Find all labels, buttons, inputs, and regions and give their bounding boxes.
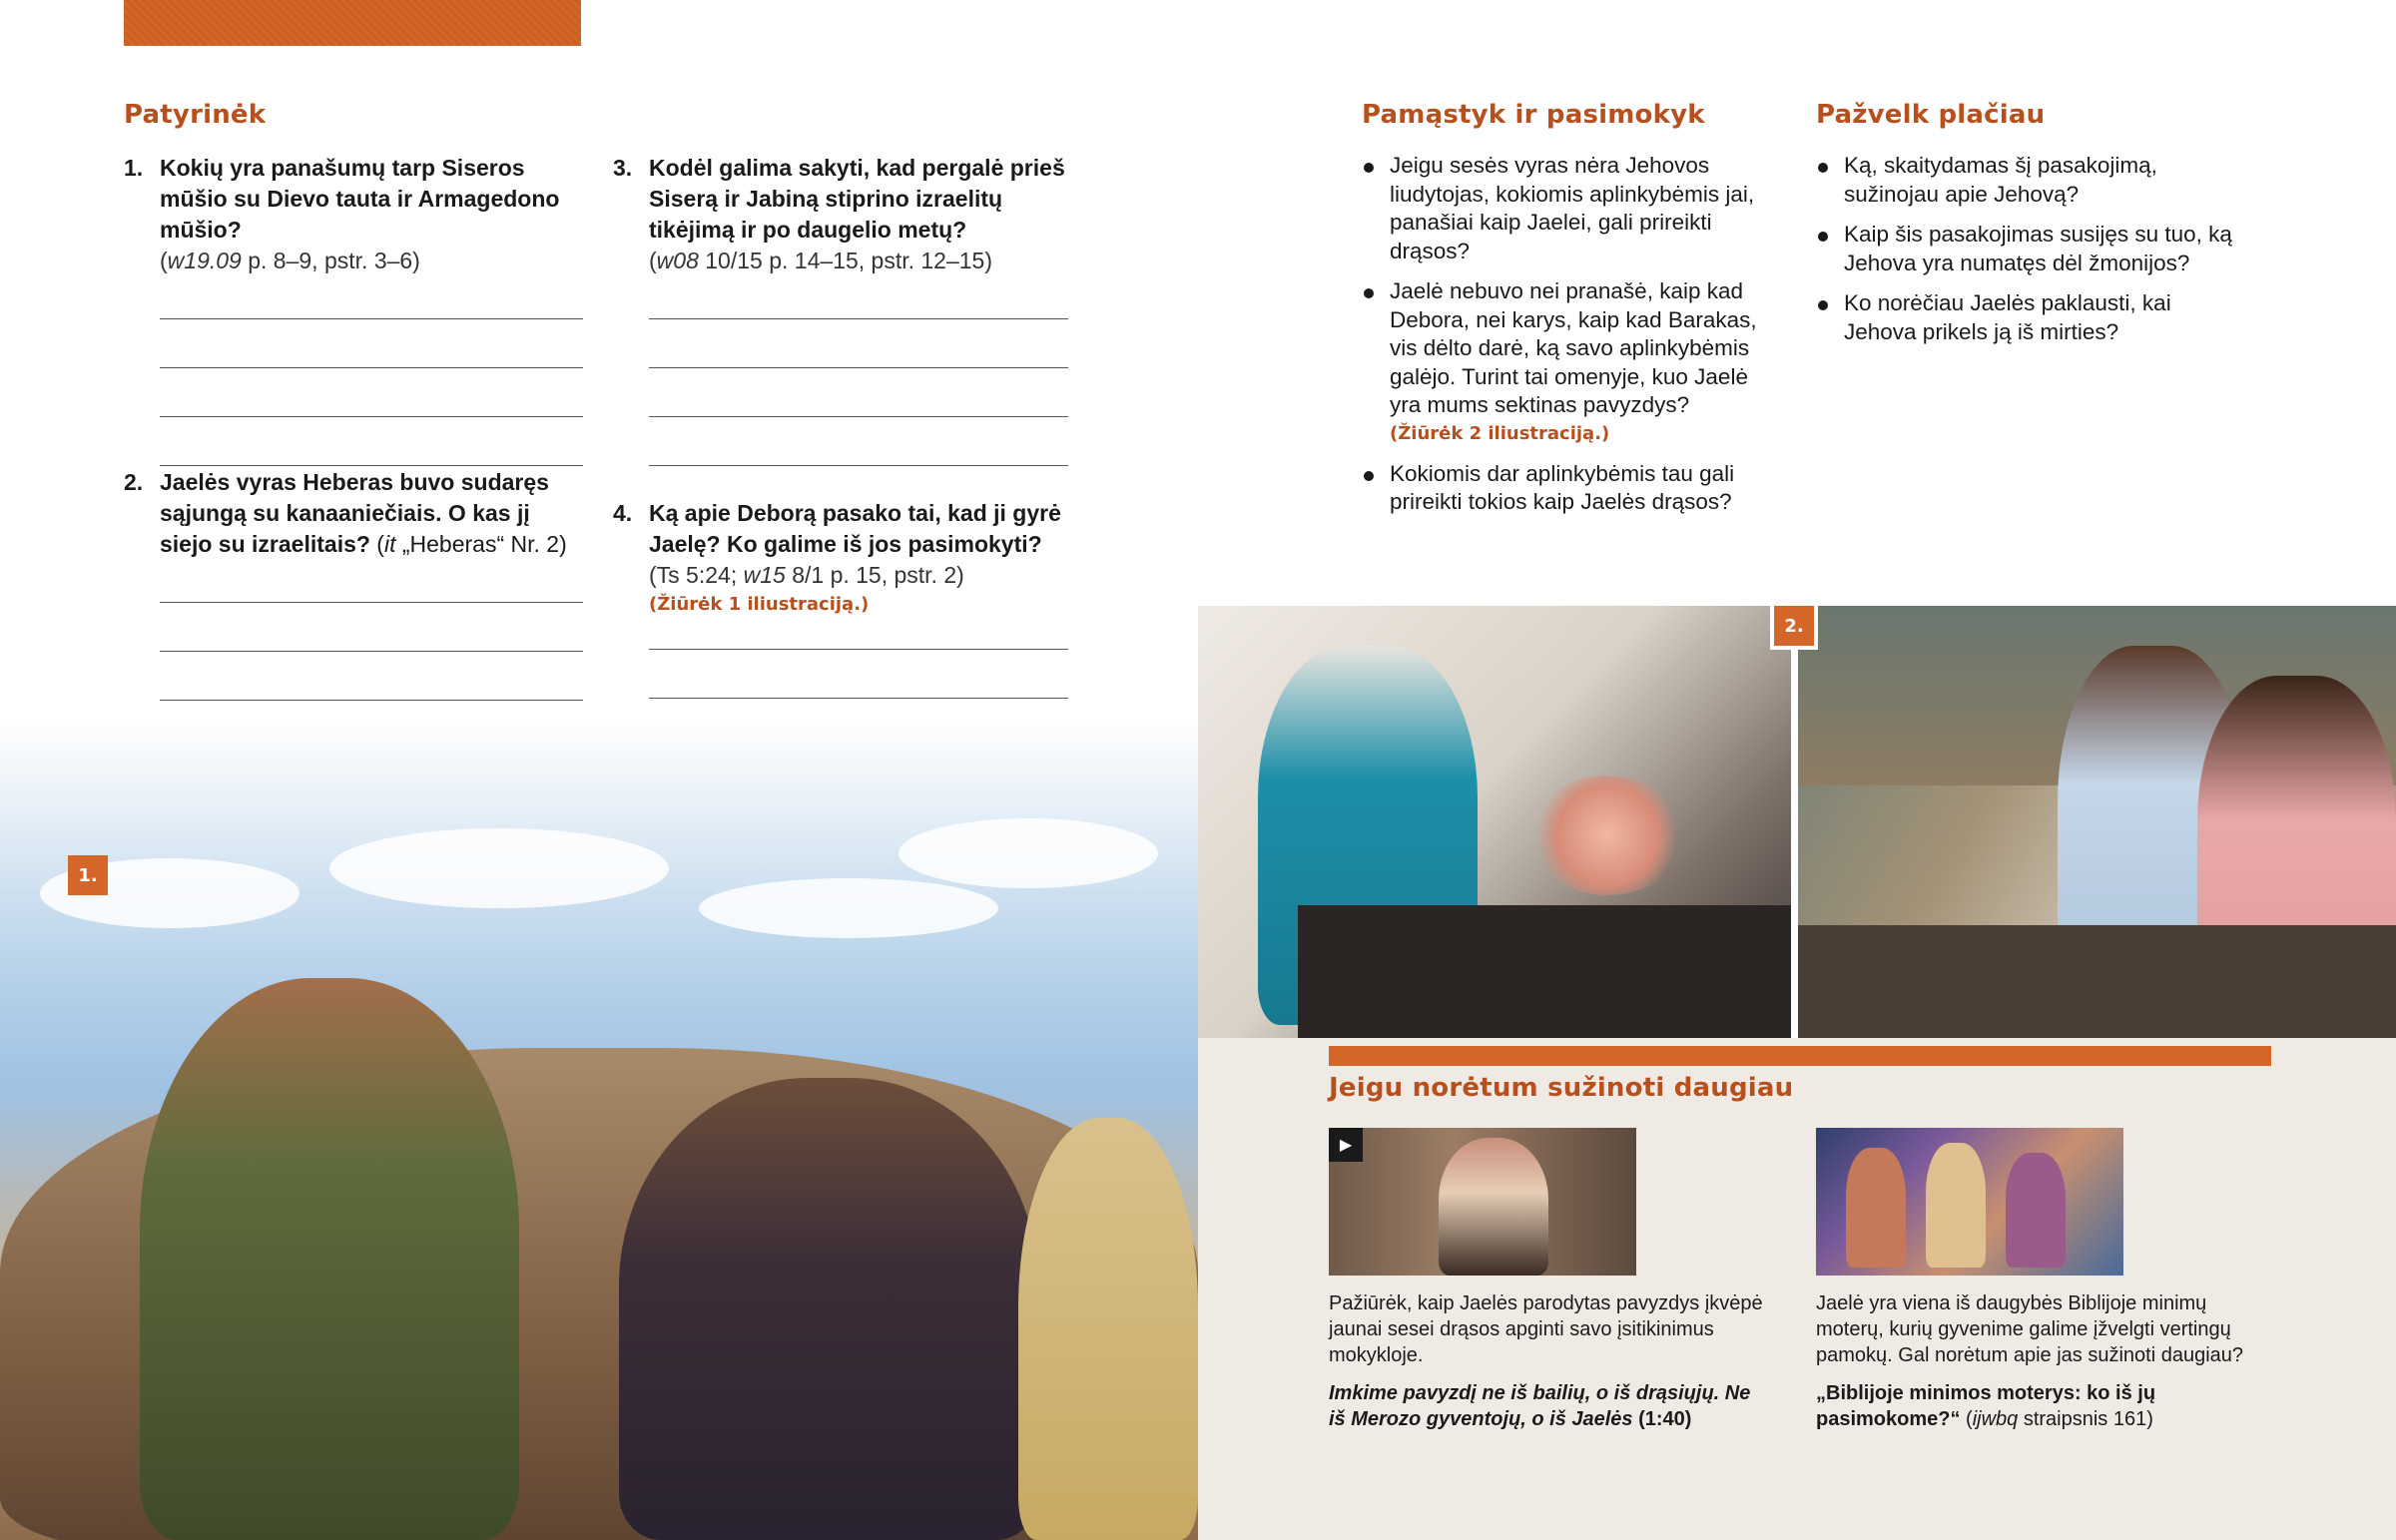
list-item: Ko norėčiau Jaelės paklausti, kai Jehova prikels ją iš mirties? [1816,289,2235,346]
question-3: 3. Kodėl galima sakyti, kad pergalė prieš Siserą ir Jabiną stiprino izraelitų tikėjimą ir po daugelio metų? (w08 10/15 p. 14–15, pstr. 12–15) [613,153,1068,466]
answer-line[interactable] [160,367,583,368]
broad-list [1816,152,2235,358]
question-3-ref: (w08 10/15 p. 14–15, pstr. 12–15) [649,248,992,273]
question-4: 4. Ką apie Deborą pasako tai, kad ji gyrė Jaelę? Ko galime iš jos pasimokyti? (Ts 5:24; w15 8/1 p. 15, pstr. 2) (Žiūrėk 1 iliustraciją.) [613,498,1068,748]
learn-more-panel [1198,1038,2396,1540]
answer-line[interactable] [649,367,1068,368]
question-1: 1. Kokių yra panašumų tarp Siseros mūšio su Dievo tauta ir Armagedono mūšio? (w19.09 p. 8–9, pstr. 3–6) [124,153,583,466]
see-illustration-1: (Žiūrėk 1 iliustraciją.) [649,594,870,615]
question-4-text: Ką apie Deborą pasako tai, kad ji gyrė Jaelę? Ko galime iš jos pasimokyti? [649,500,1061,557]
video-description: Pažiūrėk, kaip Jaelės parodytas pavyzdys įkvėpė jaunai sesei drąsos apginti savo įsitikinimus mokykloje. Imkime pavyzdį ne iš bailių, o iš drąsiųjų. Ne iš Merozo gyventojų, o iš Jaelės (1:40) [1329,1290,1768,1432]
question-2-text: Jaelės vyras Heberas buvo sudaręs sąjungą su kanaaniečiais. O kas jį siejo su izraelitais? (it „Heberas“ Nr. 2) [160,469,567,557]
list-item: Kokiomis dar aplinkybėmis tau gali prireikti tokios kaip Jaelės drąsos? [1362,460,1781,517]
play-icon[interactable]: ▶ [1329,1128,1363,1162]
question-2: 2. Jaelės vyras Heberas buvo sudaręs sąjungą su kanaaniečiais. O kas jį siejo su izraelitais? (it „Heberas“ Nr. 2) [124,467,583,750]
question-1-ref: (w19.09 p. 8–9, pstr. 3–6) [160,248,420,273]
question-1-text: Kokių yra panašumų tarp Siseros mūšio su Dievo tauta ir Armagedono mūšio? [160,155,560,243]
answer-line[interactable] [160,700,583,701]
list-item: Jeigu sesės vyras nėra Jehovos liudytojas, kokiomis aplinkybėmis jai, panašiai kaip Jaelei, gali prireikti drąsos? [1362,152,1781,265]
answer-line[interactable] [649,465,1068,466]
answer-line[interactable] [160,318,583,319]
article-title-link[interactable]: „Biblijoje minimos moterys: ko iš jų pasimokome?“ (ijwbq straipsnis 161) [1816,1382,2156,1430]
article-thumbnail[interactable] [1816,1128,2123,1276]
question-3-text: Kodėl galima sakyti, kad pergalė prieš Siserą ir Jabiną stiprino izraelitų tikėjimą ir po daugelio metų? [649,155,1065,243]
explore-heading: Patyrinėk [124,100,267,130]
answer-line[interactable] [160,602,583,603]
reflect-heading: Pamąstyk ir pasimokyk [1362,100,1705,130]
video-thumbnail[interactable] [1329,1128,1636,1276]
answer-line[interactable] [160,416,583,417]
answer-line[interactable] [160,651,583,652]
see-illustration-2: (Žiūrėk 2 iliustraciją.) [1390,422,1610,444]
article-description: Jaelė yra viena iš daugybės Biblijoje minimų moterų, kurių gyvenime galime įžvelgti vertingų pamokų. Gal norėtum apie jas sužinoti daugiau? „Biblijoje minimos moterys: ko iš jų pasimokome?“ (ijwbq straipsnis 161) [1816,1290,2275,1432]
illustration-1-celebration [0,719,1198,1540]
list-item: Jaelė nebuvo nei pranašė, kaip kad Debora, nei karys, kaip kad Barakas, vis dėlto darė, ką savo aplinkybėmis galėjo. Turint tai omenyje, kuo Jaelė yra mums sektinas pavyzdys? (Žiūrėk 2 iliustraciją.) [1362,277,1781,448]
illustration-2-badge: 2. [1770,602,1818,650]
answer-line[interactable] [649,649,1068,650]
illustration-2-sister-writing-photo [1198,606,1791,1038]
list-item: Ką, skaitydamas šį pasakojimą, sužinojau apie Jehovą? [1816,152,2235,209]
answer-line[interactable] [649,416,1068,417]
video-title-link[interactable]: Imkime pavyzdį ne iš bailių, o iš drąsiųjų. Ne iš Merozo gyventojų, o iš Jaelės (1:40) [1329,1382,1751,1430]
question-4-ref: (Ts 5:24; w15 8/1 p. 15, pstr. 2) [649,562,964,588]
broad-heading: Pažvelk plačiau [1816,100,2046,130]
learn-more-heading: Jeigu norėtum sužinoti daugiau [1329,1073,1794,1103]
illustration-2-couple-photo [1798,606,2396,1038]
illustration-1-badge: 1. [68,855,108,895]
reflect-list [1362,152,1781,529]
learn-more-accent-bar [1329,1046,2271,1066]
answer-line[interactable] [160,465,583,466]
answer-line[interactable] [649,698,1068,699]
answer-line[interactable] [649,318,1068,319]
list-item: Kaip šis pasakojimas susijęs su tuo, ką Jehova yra numatęs dėl žmonijos? [1816,221,2235,277]
top-accent-bar [124,0,581,46]
